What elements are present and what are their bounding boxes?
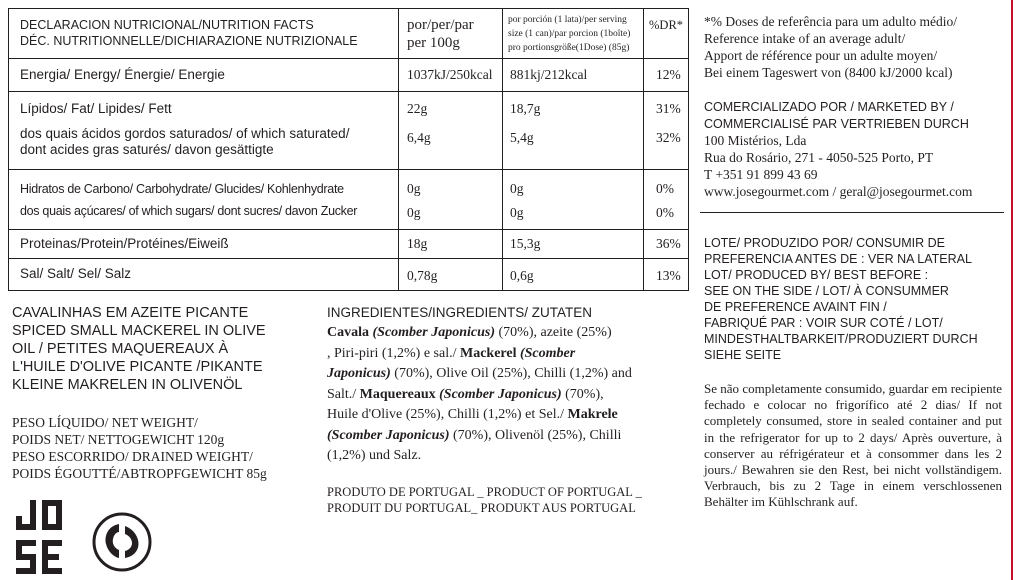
ingredients-line: [327, 387, 604, 403]
carbs-serving: 0g: [510, 181, 524, 196]
saturated-per100: 6,4g: [407, 130, 431, 145]
green-dot-icon: [92, 512, 152, 572]
salt-per100: 0,78g: [407, 268, 438, 283]
fat-serving: 18,7g: [510, 101, 541, 116]
weight-line: POIDS NET/ NETTOGEWICHT 120g: [12, 432, 225, 447]
ingredients-line: [327, 448, 421, 464]
sugars-dr: 0%: [656, 205, 674, 220]
origin-line: PRODUTO DE PORTUGAL _ PRODUCT OF PORTUGAL _: [327, 485, 642, 499]
ingredient-text: Huile d'Olive (25%), Chilli (1,2%) et Sel./: [327, 407, 568, 422]
product-name-line: OIL / PETITES MAQUEREAUX À: [12, 341, 229, 357]
ingredient-text: (70%), azeite (25%): [495, 325, 612, 340]
ingredient-species: Japonicus): [327, 366, 391, 381]
jose-logo: [16, 500, 64, 574]
green-dot-symbol: [92, 512, 152, 572]
saturated-dr: 32%: [656, 130, 681, 145]
table-col-divider: [502, 8, 503, 291]
ingredient-species: (Scomber: [519, 346, 576, 361]
weight-line: PESO LÍQUIDO/ NET WEIGHT/: [12, 415, 198, 430]
serving-header: size (1 can)/par porcion (1boîte): [508, 29, 631, 39]
ingredient-text: , Piri-piri (1,2%) e sal./: [327, 346, 460, 361]
protein-label: Proteinas/Protein/Protéines/Eiweiß: [20, 236, 229, 251]
origin-line: PRODUIT DU PORTUGAL_ PRODUKT AUS PORTUGAL: [327, 501, 636, 515]
ingredient-bold: Makrele: [567, 407, 618, 422]
lot-line: MINDESTHALTBARKEIT/PRODUZIERT DURCH: [704, 332, 978, 346]
ingredient-species: (Scomber Japonicus): [327, 428, 450, 443]
fat-per100: 22g: [407, 101, 428, 116]
table-title: DÉC. NUTRITIONNELLE/DICHIARAZIONE NUTRIZIONALE: [20, 34, 358, 48]
ingredient-text: (70%),: [561, 387, 604, 402]
weight-line: PESO ESCORRIDO/ DRAINED WEIGHT/: [12, 449, 253, 464]
carbs-label: Hidratos de Carbono/ Carbohydrate/ Glucides/ Kohlenhydrate: [20, 182, 344, 196]
storage-instructions: Se não completamente consumido, guardar em recipiente fechado e colocar no frigorífico até 2 dias/ If not completely consumed, store in sealed container and put in the refrigerator for up to 2 days/ Après ouverture, à conserver au réfrigérateur et à consommer dans les 2 jours./ Bewahren sie den Rest, bei nicht vollständigem. Verbrauch, bis zu 2 Tage in einem verschlossenen Behälter im Kühlschrank auf.: [704, 381, 1002, 510]
protein-serving: 15,3g: [510, 236, 541, 251]
ingredients-line: [327, 346, 575, 362]
table-divider: [8, 169, 688, 170]
table-divider: [8, 258, 688, 259]
ingredients-line: [327, 428, 621, 444]
saturated-label: dos quais ácidos gordos saturados/ of which saturated/: [20, 126, 350, 141]
carbs-dr: 0%: [656, 181, 674, 196]
table-col-divider: [643, 8, 644, 291]
ingredients-line: [327, 366, 632, 382]
table-border-left: [8, 8, 9, 291]
product-name-line: L'HUILE D'OLIVE PICANTE /PIKANTE: [12, 359, 263, 375]
per100-header: por/per/par: [407, 17, 474, 33]
ingredient-text: Salt./: [327, 387, 360, 402]
reference-line: Bei einem Tageswert von (8400 kJ/2000 kcal): [704, 65, 953, 80]
jose-logo-mark: [16, 500, 64, 574]
sugars-serving: 0g: [510, 205, 524, 220]
table-border-right: [688, 8, 689, 291]
protein-per100: 18g: [407, 236, 428, 251]
salt-dr: 13%: [656, 268, 681, 283]
marketer-line: COMERCIALIZADO POR / MARKETED BY /: [704, 100, 954, 114]
table-border-top: [8, 8, 688, 9]
saturated-label: dont acides gras saturés/ davon gesättigte: [20, 142, 274, 157]
ingredient-species: (Scomber Japonicus): [372, 325, 495, 340]
product-name-line: CAVALINHAS EM AZEITE PICANTE: [12, 305, 249, 321]
carbs-per100: 0g: [407, 181, 421, 196]
table-divider: [8, 58, 688, 59]
ingredients-title: INGREDIENTES/INGREDIENTS/ ZUTATEN: [327, 305, 593, 320]
lot-line: SEE ON THE SIDE / LOT/ À CONSUMMER: [704, 284, 949, 298]
sugars-label: dos quais açúcares/ of which sugars/ dont sucres/ davon Zucker: [20, 204, 358, 218]
energy-serving: 881kj/212kcal: [510, 67, 588, 82]
ingredient-text: (1,2%) und Salz.: [327, 448, 422, 463]
ingredient-species: (Scomber Japonicus): [439, 387, 562, 402]
table-border-bottom: [8, 290, 688, 291]
red-edge-line: [1011, 0, 1013, 580]
company-phone: T +351 91 899 43 69: [704, 167, 818, 182]
serving-header: por porción (1 lata)/per serving: [508, 15, 627, 25]
sugars-per100: 0g: [407, 205, 421, 220]
ingredient-text: (70%), Olivenöl (25%), Chilli: [449, 428, 622, 443]
product-name-line: KLEINE MAKRELEN IN OLIVENÖL: [12, 377, 243, 393]
protein-dr: 36%: [656, 236, 681, 251]
energy-dr: 12%: [656, 67, 681, 82]
lot-line: LOTE/ PRODUZIDO POR/ CONSUMIR DE: [704, 236, 945, 250]
dr-header: %DR*: [649, 18, 684, 32]
per100-header: per 100g: [407, 35, 460, 51]
company-web-email: www.josegourmet.com / geral@josegourmet.com: [704, 184, 973, 199]
ingredient-text: (70%), Olive Oil (25%), Chilli (1,2%) and: [390, 366, 632, 381]
ingredient-bold: Mackerel: [459, 346, 520, 361]
table-divider: [8, 229, 688, 230]
energy-per100: 1037kJ/250kcal: [407, 67, 493, 82]
company-name: 100 Mistérios, Lda: [704, 133, 807, 148]
reference-line: *% Doses de referência para um adulto médio/: [704, 14, 958, 29]
table-title: DECLARACION NUTRICIONAL/NUTRITION FACTS: [20, 18, 314, 32]
fat-label: Lípidos/ Fat/ Lipides/ Fett: [20, 101, 172, 116]
ingredients-line: [327, 325, 612, 341]
weight-line: POIDS ÉGOUTTÉ/ABTROPFGEWICHT 85g: [12, 466, 267, 481]
reference-line: Apport de référence pour un adulte moyen/: [704, 48, 938, 63]
ingredient-bold: Cavala: [327, 325, 373, 340]
ingredients-line: [327, 407, 618, 423]
lot-line: DE PREFERENCE AVAINT FIN /: [704, 300, 887, 314]
company-address: Rua do Rosário, 271 - 4050-525 Porto, PT: [704, 150, 934, 165]
ingredient-bold: Maquereaux: [359, 387, 440, 402]
salt-serving: 0,6g: [510, 268, 534, 283]
lot-line: PREFERENCIA ANTES DE : VER NA LATERAL: [704, 252, 972, 266]
product-name-line: SPICED SMALL MACKEREL IN OLIVE: [12, 323, 266, 339]
saturated-serving: 5,4g: [510, 130, 534, 145]
fat-dr: 31%: [656, 101, 681, 116]
right-divider: [700, 212, 1004, 213]
serving-header: pro portionsgrößе(1Dose) (85g): [508, 43, 630, 53]
table-divider: [8, 91, 688, 92]
marketer-line: COMMERCIALISÉ PAR VERTRIEBEN DURCH: [704, 117, 969, 131]
lot-line: FABRIQUÉ PAR : VOIR SUR COTÉ / LOT/: [704, 316, 943, 330]
salt-label: Sal/ Salt/ Sel/ Salz: [20, 266, 132, 281]
table-col-divider: [398, 8, 399, 291]
reference-line: Reference intake of an average adult/: [704, 31, 906, 46]
lot-line: SIEHE SEITE: [704, 348, 782, 362]
lot-line: LOT/ PRODUCED BY/ BEST BEFORE :: [704, 268, 929, 282]
energy-label: Energia/ Energy/ Énergie/ Energie: [20, 67, 225, 82]
